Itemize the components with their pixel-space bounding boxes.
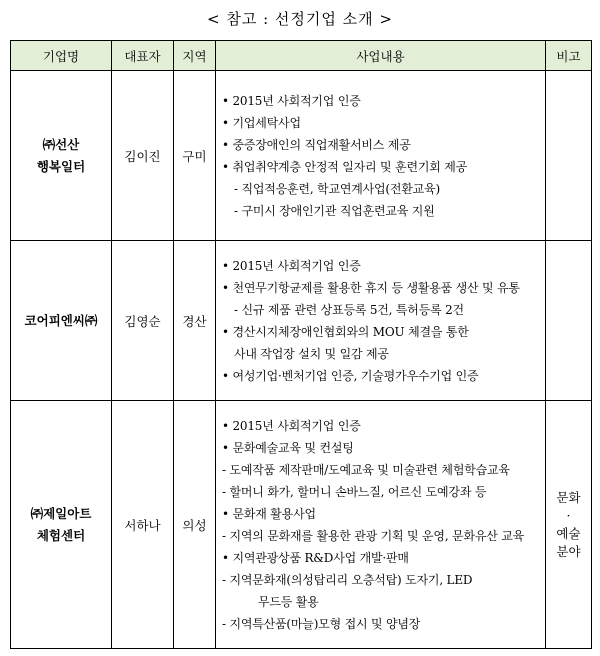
header-ceo: 대표자	[112, 41, 174, 71]
header-company: 기업명	[11, 41, 112, 71]
company-name-line: 체험센터	[36, 527, 86, 543]
ceo-cell: 김영순	[112, 241, 174, 401]
business-subitem: - 신규 제품 관련 상표등록 5건, 특허등록 2건	[234, 302, 464, 317]
note-cell	[546, 71, 592, 241]
company-name-cell	[11, 241, 112, 401]
business-item: • 문화예술교육 및 컨설팅	[222, 440, 354, 455]
business-item-continuation: 사내 작업장 설치 및 일감 제공	[234, 346, 389, 361]
business-subitem: - 구미시 장애인기관 직업훈련교육 지원	[234, 203, 435, 218]
business-item-continuation: 무드등 활용	[258, 594, 319, 609]
business-item: • 여성기업·벤처기업 인증, 기술평가우수기업 인증	[222, 368, 479, 383]
note-cell	[546, 241, 592, 401]
table-header-row	[11, 41, 592, 71]
business-item: • 2015년 사회적기업 인증	[222, 418, 361, 433]
header-business: 사업내용	[216, 41, 546, 71]
table-row	[11, 241, 592, 401]
selected-companies-table	[10, 40, 592, 649]
note-cell	[546, 401, 592, 649]
ceo-cell: 김이진	[112, 71, 174, 241]
note-line: 문화	[556, 489, 581, 505]
business-item: • 문화재 활용사업	[222, 506, 316, 521]
note-line: 예술	[556, 525, 581, 541]
note-line: ·	[566, 507, 571, 523]
company-name-cell	[11, 401, 112, 649]
business-subitem: - 지역문화재(의성탑리리 오층석탑) 도자기, LED	[222, 572, 473, 587]
region-cell: 경산	[174, 241, 216, 401]
business-subitem: - 지역특산품(마늘)모형 접시 및 양념장	[222, 616, 421, 631]
business-cell	[216, 401, 546, 649]
region-cell: 의성	[174, 401, 216, 649]
document-title: < 참고 : 선정기업 소개 >	[207, 10, 393, 28]
company-name-line: ㈜제일아트	[30, 505, 92, 521]
business-subitem: - 도예작품 제작판매/도예교육 및 미술관련 체험학습교육	[222, 462, 510, 477]
company-name-line: 코어피엔씨㈜	[24, 312, 98, 328]
business-item: • 2015년 사회적기업 인증	[222, 258, 361, 273]
region-cell: 구미	[174, 71, 216, 241]
company-name-cell	[11, 71, 112, 241]
business-item: • 경산시지체장애인협회와의 MOU 체결을 통한	[222, 324, 469, 339]
company-name-line: ㈜선산	[42, 136, 80, 152]
ceo-cell: 서하나	[112, 401, 174, 649]
business-cell	[216, 71, 546, 241]
table-row	[11, 401, 592, 649]
business-item: • 취업취약계층 안정적 일자리 및 훈련기회 제공	[222, 159, 468, 174]
business-item: • 지역관광상품 R&D사업 개발·판매	[222, 550, 409, 565]
business-item: • 기업세탁사업	[222, 115, 301, 130]
table-row	[11, 71, 592, 241]
business-cell	[216, 241, 546, 401]
company-name-line: 행복일터	[36, 158, 86, 174]
business-item: • 2015년 사회적기업 인증	[222, 93, 361, 108]
business-item: • 중증장애인의 직업재활서비스 제공	[222, 137, 411, 152]
business-subitem: - 할머니 화가, 할머니 손바느질, 어르신 도예강좌 등	[222, 484, 487, 499]
note-line: 분야	[556, 543, 581, 559]
business-subitem: - 직업적응훈련, 학교연계사업(전환교육)	[234, 181, 440, 196]
header-region: 지역	[174, 41, 216, 71]
header-note: 비고	[546, 41, 592, 71]
business-subitem: - 지역의 문화재를 활용한 관광 기획 및 운영, 문화유산 교육	[222, 528, 525, 543]
business-item: • 천연무기항균제를 활용한 휴지 등 생활용품 생산 및 유통	[222, 280, 520, 295]
